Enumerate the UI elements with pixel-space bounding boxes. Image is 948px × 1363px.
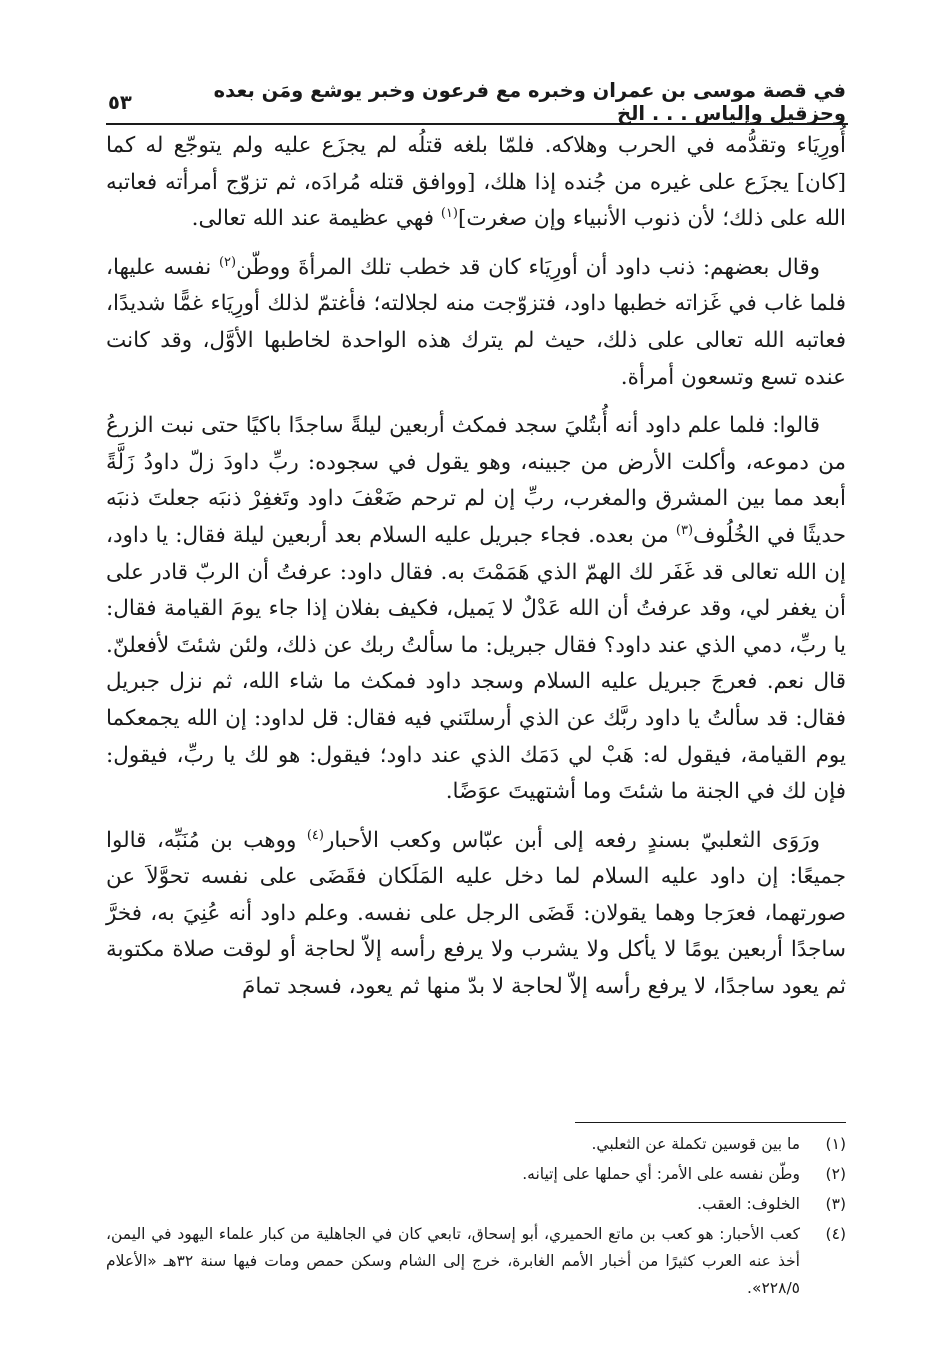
paragraph-3: قالوا: فلما علم داود أنه أُبتُليَ سجد فمكث أربعين ليلةً ساجدًا باكيًا حتى نبت الزرعُ من دموعه، وأكلت الأرض من جبينه، وهو يقول في سجوده: ربِّ داودَ زلّ داودُ زَلَّةً أبعد مما بين المشرق والمغرب، ربِّ إن لم ترحم ضَعْفَ داود وتَغفِرْ ذنبَه جعلتَ ذنبَه حديثًا في الخُلُوف$^{(٣)}$ من بعده. فجاء جبريل عليه السلام بعد أربعين ليلة فقال: يا داود، إن الله تعالى قد غَفَر لك الهمّ الذي هَمَمْتَ به. فقال داود: عرفتُ أن الربّ قادر على أن يغفر لي، وقد عرفتُ أن الله عَدْلٌ لا يَميل، فكيف بفلان إذا جاء يومَ القيامة فقال: يا ربِّ، دمي الذي عند داود؟ فقال جبريل: ما سألتُ ربك عن ذلك، ولئن شئتَ لأفعلنّ. قال نعم. فعرجَ جبريل عليه السلام وسجد داود فمكث ما شاء الله، ثم نزل جبريل فقال: قد سألتُ يا داود ربَّك عن الذي أرسلتَني فيه فقال: قل لداود: إن الله يجمعكما يوم القيامة، فيقول له: هَبْ لي دَمَك الذي عند داود؛ فيقول: هو لك يا ربِّ، فيقول: فإن لك في الجنة ما شئتَ وما أشتهيتَ عوَضًا. [106, 413, 846, 805]
footnote-divider [575, 1122, 846, 1123]
paragraph-1: أُورِيَاء وتقدُّمه في الحرب وهلاكه. فلمّا بلغه قتلُه لم يجزَع عليه ولم يتوجّع له كما [كان] يجزَع على غيره من جُنده إذا هلك، [ووافق قتله مُرادَه، ثم تزوّج أمرأته فعاتبه الله على ذلك؛ لأن ذنوب الأنبياء وإن صغرت]$^{(١)}$ فهي عظيمة عند الله تعالى. [106, 133, 846, 232]
footnote-1 [106, 1131, 846, 1158]
running-header [108, 79, 846, 125]
footnote-text: ما بين قوسين تكملة عن الثعلبي. [591, 1135, 800, 1153]
page-number: ٥٣ [108, 90, 132, 114]
footnote-number: (٤) [825, 1225, 846, 1243]
header-divider [106, 123, 848, 125]
footnote-2 [106, 1161, 846, 1188]
footnote-number: (٣) [825, 1195, 846, 1213]
footnote-3 [106, 1191, 846, 1218]
footnote-ref-3[interactable]: (٣) [675, 522, 694, 538]
footnote-ref-1[interactable]: (١) [440, 206, 458, 222]
paragraph-2: وقال بعضهم: ذنب داود أن أورِيَاء كان قد خطب تلك المرأةَ ووطّن$^{(٢)}$ نفسه عليها، فلما غاب في غَزاته خطبها داود، فتزوّجت منه لجلالته؛ فأغتمّ لذلك أورِيَاء غمًّا شديدًا، فعاتبه الله تعالى على ذلك، حيث لم يترك هذه الواحدة لخاطبها الأوَّل، وقد كانت عنده تسع وتسعون أمرأة. [106, 254, 846, 390]
footnote-text: وطّن نفسه على الأمر: أي حملها على إتيانه. [522, 1165, 800, 1183]
footnote-text: الخلوف: العقب. [697, 1195, 800, 1213]
paragraph-4: ورَوَى الثعلبيّ بسندٍ رفعه إلى أبن عبّاس وكعب الأحبار$^{(٤)}$ ووهب بن مُنَبِّه، قالوا جميعًا: إن داود عليه السلام لما دخل عليه المَلَكان فقَضَى على نفسه تحوَّلاَ عن صورتهما، فعرَجا وهما يقولان: قَضَى الرجل على نفسه. وعلم داود أنه عُنِيَ به، فخرَّ ساجدًا أربعين يومًا لا يأكل ولا يشرب ولا يرفع رأسه إلاّ لحاجة أو لوقت صلاة مكتوبة ثم يعود ساجدًا، لا يرفع رأسه إلاّ لحاجة لا بدّ منها ثم يعود، فسجد تمامَ [106, 827, 846, 1000]
footnote-ref-2[interactable]: (٢) [218, 254, 237, 270]
footnote-4 [106, 1221, 846, 1302]
footnote-text: كعب الأحبار: هو كعب بن ماتع الحميري، أبو إسحاق، تابعي كان في الجاهلية من كبار علماء اليهود في اليمن، أخذ عنه العرب كثيرًا من أخبار الأمم الغابرة، خرج إلى الشام وسكن حمص ومات فيها سنة ٣٢هـ «الأعلام ٢٢٨/٥». [106, 1225, 800, 1297]
footnotes [106, 1131, 846, 1305]
footnote-number: (١) [825, 1135, 846, 1153]
main-text [106, 128, 846, 1006]
footnote-ref-4[interactable]: (٤) [306, 827, 324, 843]
header-title: في قصة موسى بن عمران وخبره مع فرعون وخبر يوشع ومَن بعده وحزقيل وإلياس . . . الخ [213, 79, 846, 125]
footnote-number: (٢) [825, 1165, 846, 1183]
